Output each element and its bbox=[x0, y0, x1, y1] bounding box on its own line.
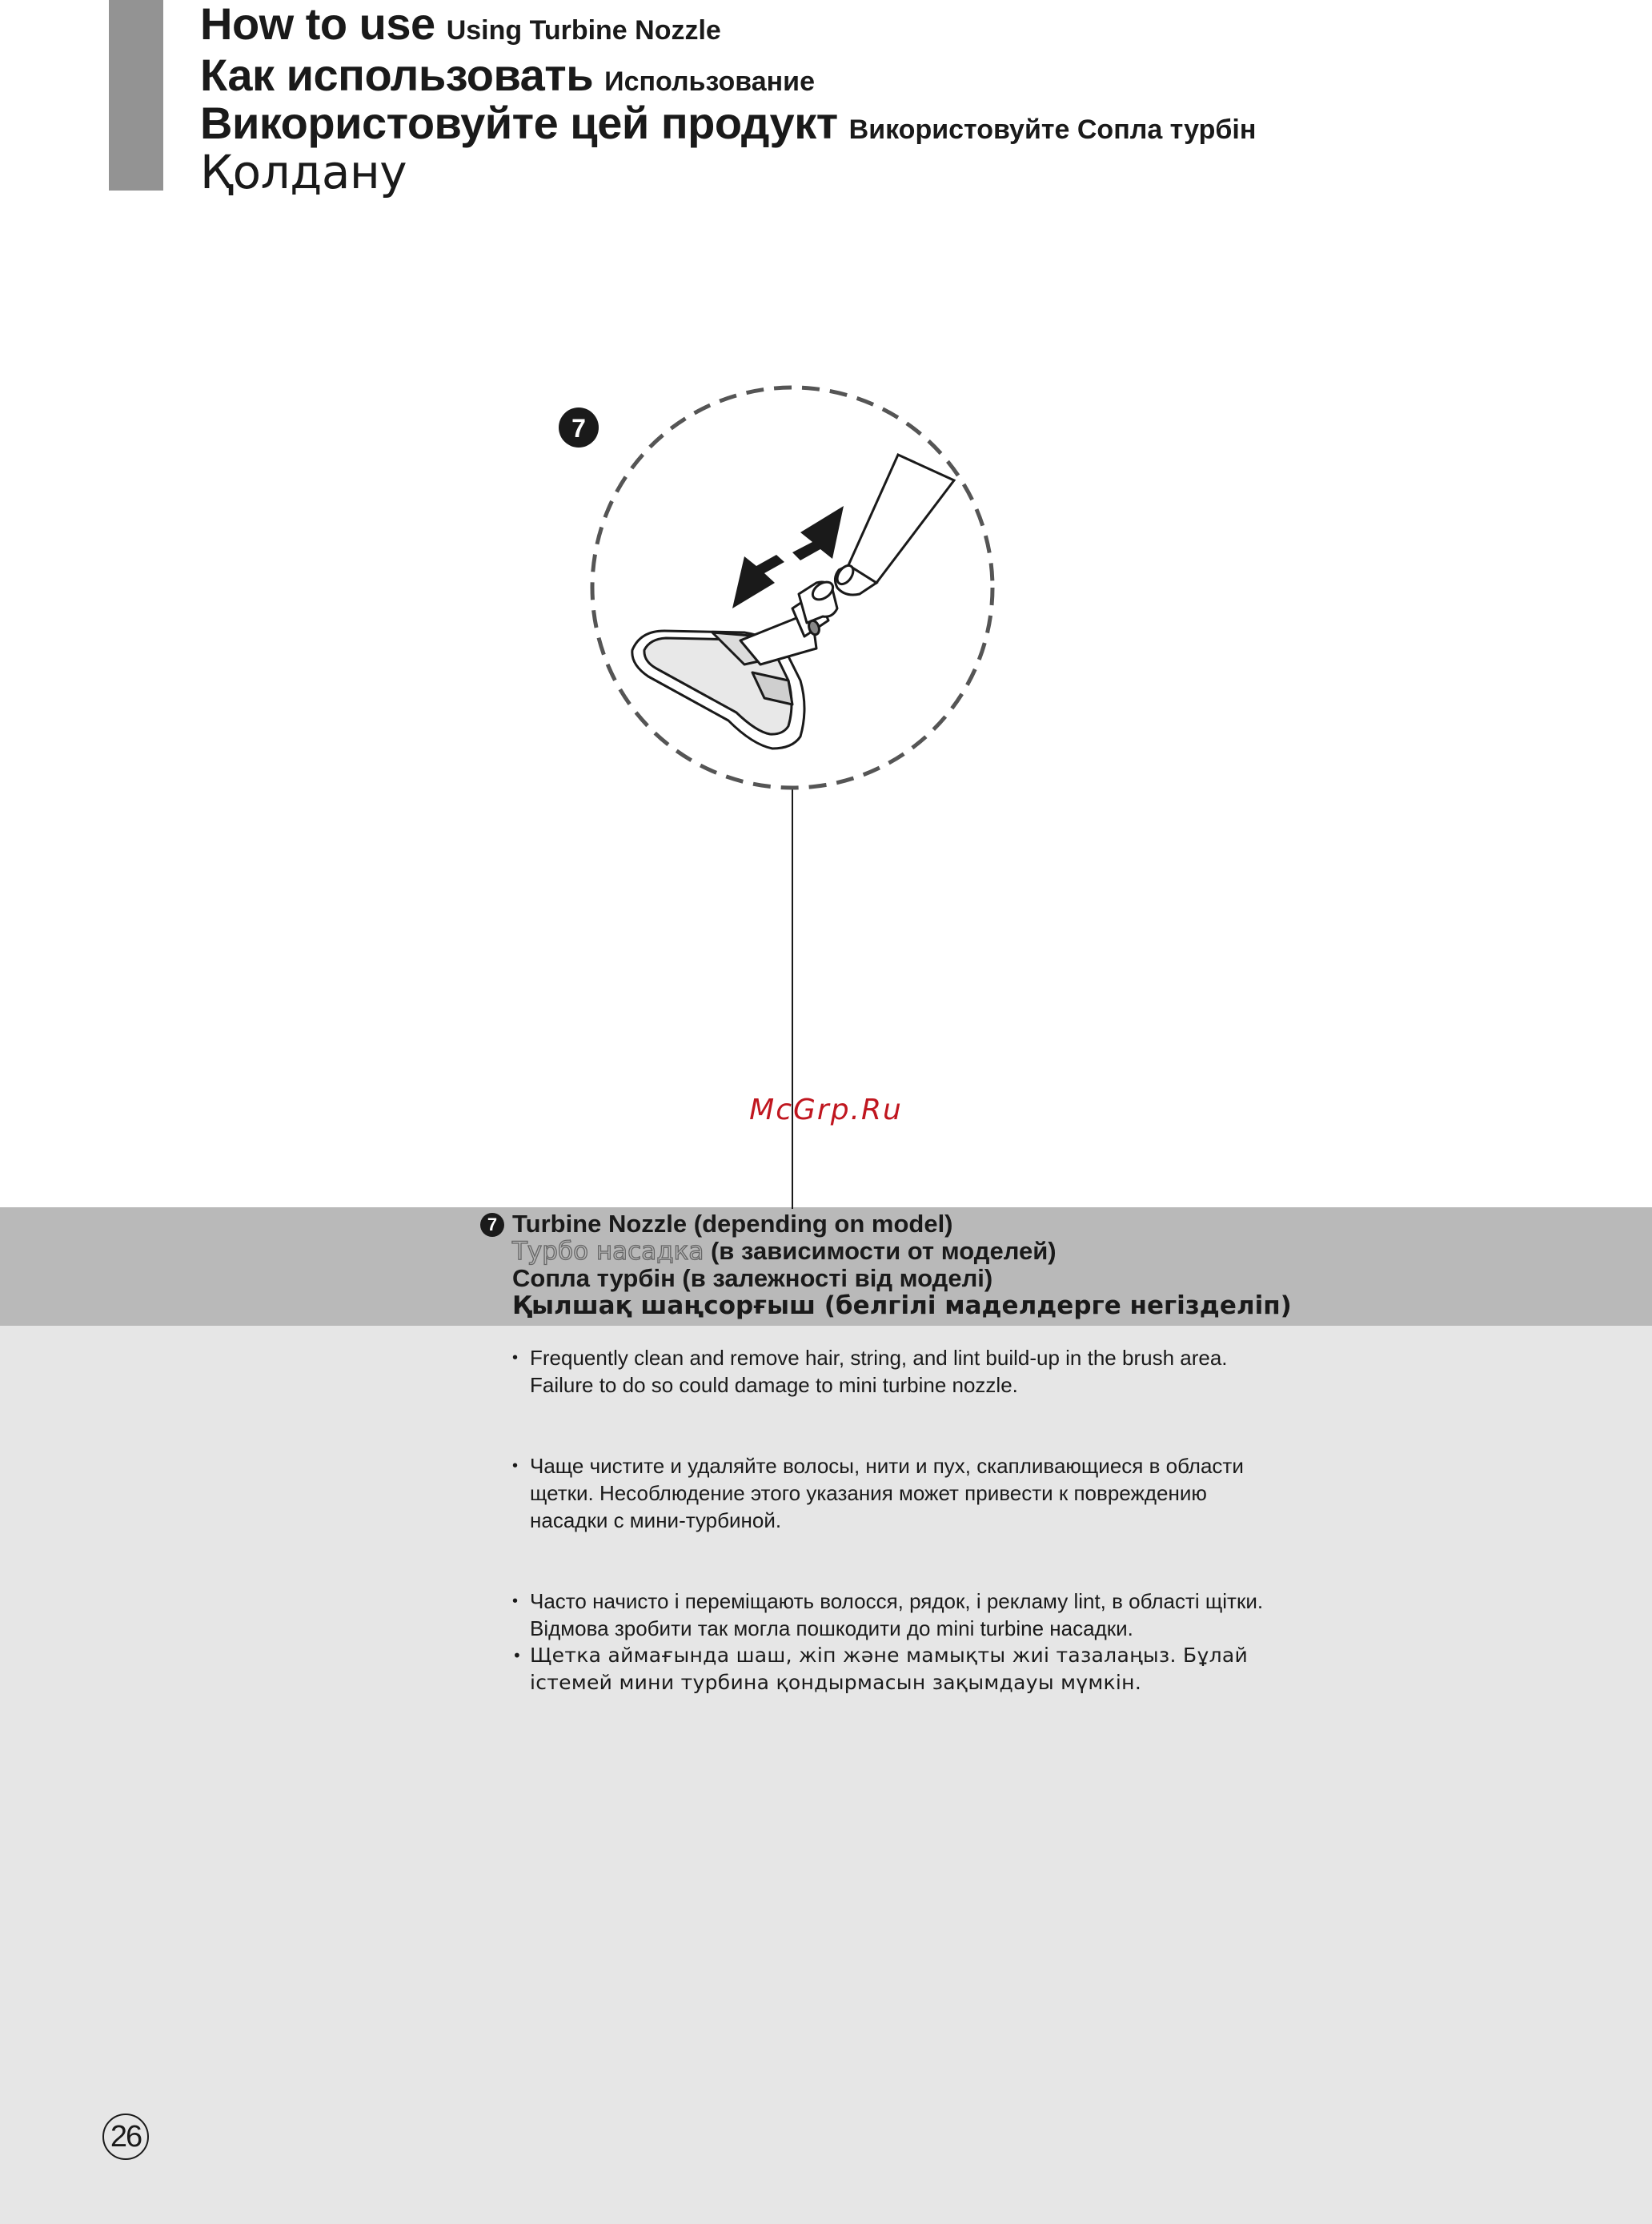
instruction-line: Відмова зробити так могла пошкодити до mini turbine насадки. bbox=[530, 1616, 1133, 1640]
instruction-line: • Чаще чистите и удаляйте волосы, нити и пух, скапливающиеся в области bbox=[530, 1454, 1244, 1478]
instruction-line: Failure to do so could damage to mini turbine nozzle. bbox=[530, 1373, 1018, 1397]
heading-line-uk: Сопла турбін (в залежності від моделі) bbox=[512, 1264, 993, 1292]
heading-text-ru: (в зависимости от моделей) bbox=[704, 1237, 1057, 1265]
title-main-ru: Как использовать bbox=[200, 50, 594, 100]
instruction-item-en bbox=[512, 1344, 1263, 1399]
heading-text-en: Turbine Nozzle (depending on model) bbox=[512, 1210, 953, 1238]
heading-text-ru-outlined: Турбо насадка bbox=[512, 1237, 704, 1266]
step-7-badge: 7 bbox=[480, 1213, 504, 1237]
title-sub-ru: Использование bbox=[604, 66, 815, 97]
step-7-label: 7 bbox=[571, 414, 586, 443]
title-sub-uk: Використовуйте Сопла турбін bbox=[848, 114, 1257, 145]
instruction-line: • Часто начисто і переміщають волосся, рядок, і рекламу lint, в області щітки. bbox=[530, 1589, 1264, 1613]
instruction-line: щетки. Несоблюдение этого указания может привести к повреждению bbox=[530, 1481, 1207, 1505]
watermark-text: McGrp.Ru bbox=[749, 1094, 903, 1126]
instruction-line: істемей мини турбина қондырмасын зақымдауы мүмкін. bbox=[530, 1671, 1142, 1694]
instruction-line: • Щетка аймағында шаш, жіп және мамықты жиі тазалаңыз. Бұлай bbox=[530, 1644, 1249, 1667]
section-heading bbox=[480, 1210, 1292, 1319]
instruction-line: насадки с мини-турбиной. bbox=[530, 1508, 782, 1532]
page-number: 26 bbox=[102, 2114, 149, 2160]
instruction-list bbox=[512, 1344, 1263, 1696]
instruction-line: • Frequently clean and remove hair, string, and lint build-up in the brush area. bbox=[530, 1346, 1228, 1370]
title-main-kk: Қолдану bbox=[200, 145, 407, 199]
instruction-item-kk bbox=[512, 1642, 1263, 1696]
title-main-en: How to use bbox=[200, 0, 435, 49]
title-sub-en: Using Turbine Nozzle bbox=[446, 15, 721, 46]
heading-line-en bbox=[480, 1210, 1292, 1238]
title-main-uk: Використовуйте цей продукт bbox=[200, 98, 838, 148]
heading-line-kk: Қылшақ шаңсорғыш (белгілі маделдерге негізделіп) bbox=[512, 1291, 1292, 1320]
heading-line-ru bbox=[480, 1238, 1292, 1265]
instruction-item-ru bbox=[512, 1452, 1263, 1534]
instruction-item-uk bbox=[512, 1588, 1263, 1642]
step-7-marker bbox=[559, 407, 599, 448]
